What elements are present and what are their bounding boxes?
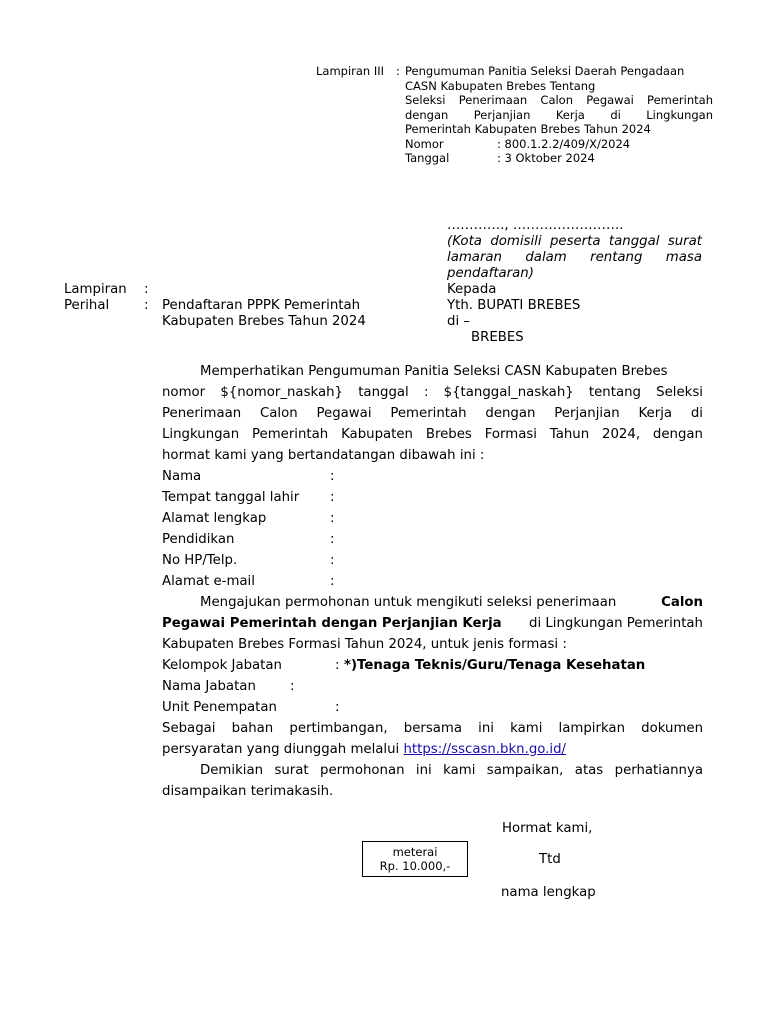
field-hp-colon: : [330, 553, 335, 568]
signature-name: nama lengkap [501, 885, 596, 900]
field-ttl-colon: : [330, 490, 335, 505]
field-alamat-colon: : [330, 511, 335, 526]
meterai-line-1: meterai [392, 845, 438, 859]
kelompok-value: *)Tenaga Teknis/Guru/Tenaga Kesehatan [344, 658, 646, 673]
attachment-line-5: Pemerintah Kabupaten Brebes Tahun 2024 [405, 122, 651, 136]
meterai-stamp-box [362, 841, 468, 877]
field-nama-colon: : [330, 469, 335, 484]
nomor-value: : 800.1.2.2/409/X/2024 [497, 136, 631, 151]
request-line-2-bold: Pegawai Pemerintah dengan Perjanjian Kerja [162, 616, 502, 631]
intro-line-5: hormat kami yang bertandatangan dibawah ini : [162, 448, 485, 463]
field-email-colon: : [330, 574, 335, 589]
perihal-label: Perihal [64, 298, 110, 313]
perihal-line-1: Pendaftaran PPPK Pemerintah [162, 298, 361, 313]
field-ttl-label: Tempat tanggal lahir [162, 490, 300, 505]
attachments-line-1: Sebagai bahan pertimbangan, bersama ini kami lampirkan dokumen [162, 721, 703, 736]
attachment-line-2: CASN Kabupaten Brebes Tentang [405, 78, 596, 93]
signature-hormat: Hormat kami, [502, 821, 593, 836]
intro-line-3: Penerimaan Calon Pegawai Pemerintah dengan Perjanjian Kerja di [162, 406, 703, 421]
nama-jabatan-colon: : [290, 679, 295, 694]
closing-line-2: disampaikan terimakasih. [162, 784, 334, 799]
field-pendidikan-colon: : [330, 532, 335, 547]
intro-line-2: nomor ${nomor_naskah} tanggal : ${tanggal_naskah} tentang Seleksi [162, 385, 703, 400]
request-line-1-text: Mengajukan permohonan untuk mengikuti seleksi penerimaan [200, 595, 617, 610]
signature-ttd: Ttd [539, 852, 561, 867]
place-date-dots: …………., ……………………. [447, 218, 624, 233]
field-hp-label: No HP/Telp. [162, 553, 238, 568]
field-alamat-label: Alamat lengkap [162, 511, 267, 526]
nomor-label: Nomor [405, 136, 444, 151]
request-line-2 [162, 613, 703, 634]
recipient-di: di – [447, 314, 471, 329]
field-nama-label: Nama [162, 469, 202, 484]
lampiran-colon: : [144, 282, 149, 297]
perihal-line-2: Kabupaten Brebes Tahun 2024 [162, 314, 366, 329]
request-line-3: Kabupaten Brebes Formasi Tahun 2024, untuk jenis formasi : [162, 637, 567, 652]
unit-penempatan-label: Unit Penempatan [162, 700, 277, 715]
recipient-city: BREBES [471, 330, 524, 345]
meterai-line-2: Rp. 10.000,- [379, 859, 451, 873]
request-line-2-text: di Lingkungan Pemerintah [529, 616, 703, 631]
attachments-line-2 [162, 739, 566, 760]
place-date-note: (Kota domisili peserta tanggal surat lamaran dalam rentang masa pendaftaran) [447, 234, 702, 281]
intro-line-1: Memperhatikan Pengumuman Panitia Seleksi CASN Kabupaten Brebes [200, 364, 668, 379]
attachment-line-3: Seleksi Penerimaan Calon Pegawai Pemerintah [405, 93, 713, 107]
request-line-1-bold: Calon [661, 595, 703, 610]
attachment-colon: : [396, 64, 400, 78]
perihal-colon: : [144, 298, 149, 313]
field-pendidikan-label: Pendidikan [162, 532, 235, 547]
tanggal-value: : 3 Oktober 2024 [497, 151, 595, 165]
recipient-kepada: Kepada [447, 282, 497, 297]
tanggal-label: Tanggal [405, 151, 450, 165]
recipient-yth: Yth. BUPATI BREBES [447, 298, 581, 313]
attachment-line-4: dengan Perjanjian Kerja di Lingkungan [405, 107, 713, 122]
unit-penempatan-colon: : [335, 700, 340, 715]
kelompok-label: Kelompok Jabatan [162, 658, 282, 673]
sscasn-link[interactable]: https://sscasn.bkn.go.id/ [403, 742, 567, 757]
lampiran-label: Lampiran [64, 282, 127, 297]
request-line-1 [200, 592, 703, 613]
kelompok-colon: : [335, 658, 340, 673]
attachment-label: Lampiran III [316, 64, 385, 78]
attachment-line-1: Pengumuman Panitia Seleksi Daerah Pengadaan [405, 64, 685, 78]
field-email-label: Alamat e-mail [162, 574, 255, 589]
closing-line-1: Demikian surat permohonan ini kami sampaikan, atas perhatiannya [200, 763, 703, 778]
nama-jabatan-label: Nama Jabatan [162, 679, 256, 694]
intro-line-4: Lingkungan Pemerintah Kabupaten Brebes Formasi Tahun 2024, dengan [162, 427, 703, 442]
attachments-line-2-text: persyaratan yang diunggah melalui [162, 742, 400, 757]
